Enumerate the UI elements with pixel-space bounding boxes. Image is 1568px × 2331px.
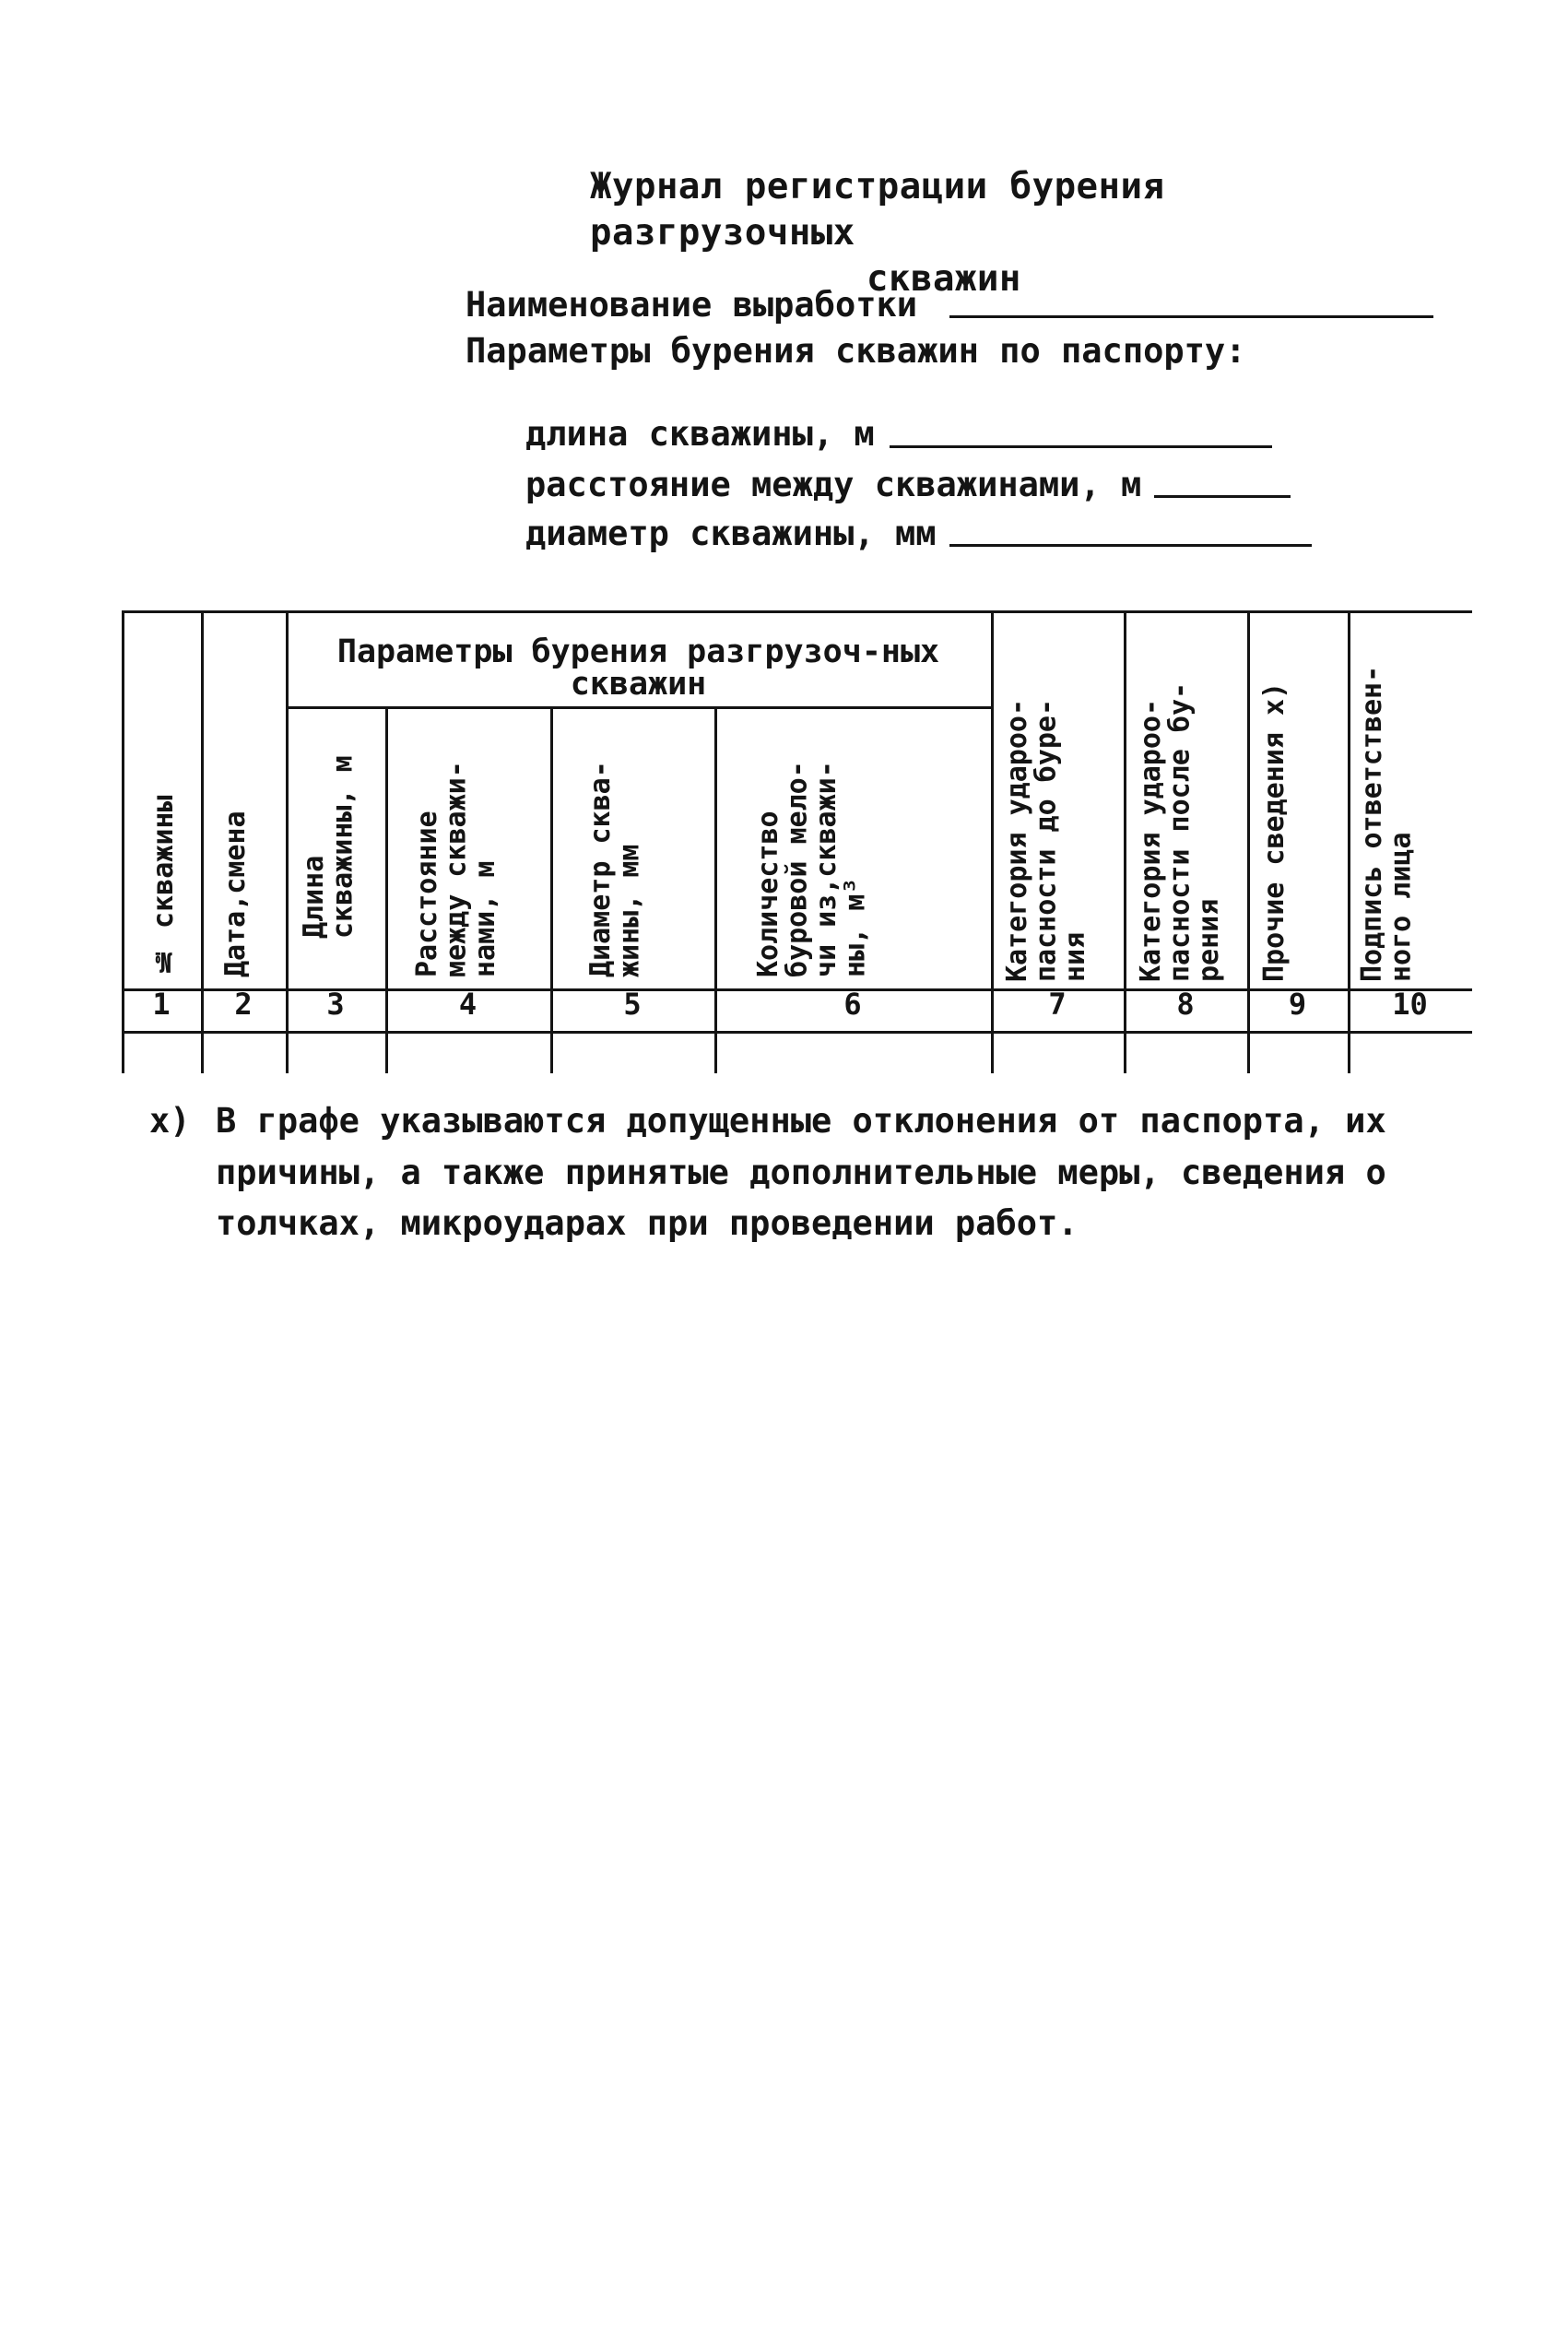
hole-spacing-blank [1154,495,1291,498]
col-header-signature: Подпись ответствен- ного лица [1356,665,1418,982]
col-header-date-shift: Дата,смена [219,811,252,977]
col-header-hole-length: Длина скважины, м [298,755,360,939]
footnote [149,1095,1421,1249]
col-header-other-info: Прочие сведения x) [1258,681,1291,982]
group-header-underline [286,706,991,709]
journal-title [590,164,1438,302]
col-number-3: 3 [326,987,345,1022]
col-header-hole-diameter: Диаметр сква- жины, мм [584,761,646,977]
col-number-2: 2 [234,987,253,1022]
col-header-hole-spacing: Расстояние между скважи- нами, м [411,761,501,977]
number-row-bottom-border [122,1031,1472,1034]
col-number-5: 5 [623,987,642,1022]
col-number-6: 6 [843,987,862,1022]
col-header-drill-cuttings: Количество буровой мело- чи из,скважи- ны, м³ [752,761,872,977]
hole-diameter-label: диаметр скважины, мм [525,514,937,553]
col-number-10: 10 [1392,987,1428,1022]
hole-length-blank [890,445,1272,448]
mine-name-blank [949,315,1433,318]
col-header-hazard-before: Категория удароо- пасности до буре- ния [1001,698,1091,982]
col-number-7: 7 [1048,987,1067,1022]
col-header-hazard-after: Категория удароо- пасности после бу- рения [1135,681,1225,982]
footnote-marker: x) [149,1101,191,1141]
hole-diameter-blank [949,544,1312,547]
col-number-4: 4 [458,987,477,1022]
mine-name-label: Наименование выработки [466,285,918,325]
table-top-border [122,610,1472,613]
col-header-hole-number: № скважины [147,795,180,977]
journal-title-line2: скважин [867,257,1021,300]
journal-title-line1: Журнал регистрации бурения разгрузочных [590,166,1165,254]
footnote-text: В графе указываются допущенные отклонения от паспорта, их причины, а также принятые дополнительные меры, сведения о толчках, микроударах при проведении работ. [216,1101,1386,1243]
col-number-9: 9 [1288,987,1307,1022]
group-header-drilling-params: Параметры бурения разгрузоч-ных скважин [336,633,940,703]
col-number-1: 1 [152,987,171,1022]
hole-spacing-label: расстояние между скважинами, м [525,465,1142,504]
hole-length-label: длина скважины, м [525,414,875,454]
drilling-params-label: Параметры бурения скважин по паспорту: [466,331,1246,371]
col-number-8: 8 [1176,987,1195,1022]
